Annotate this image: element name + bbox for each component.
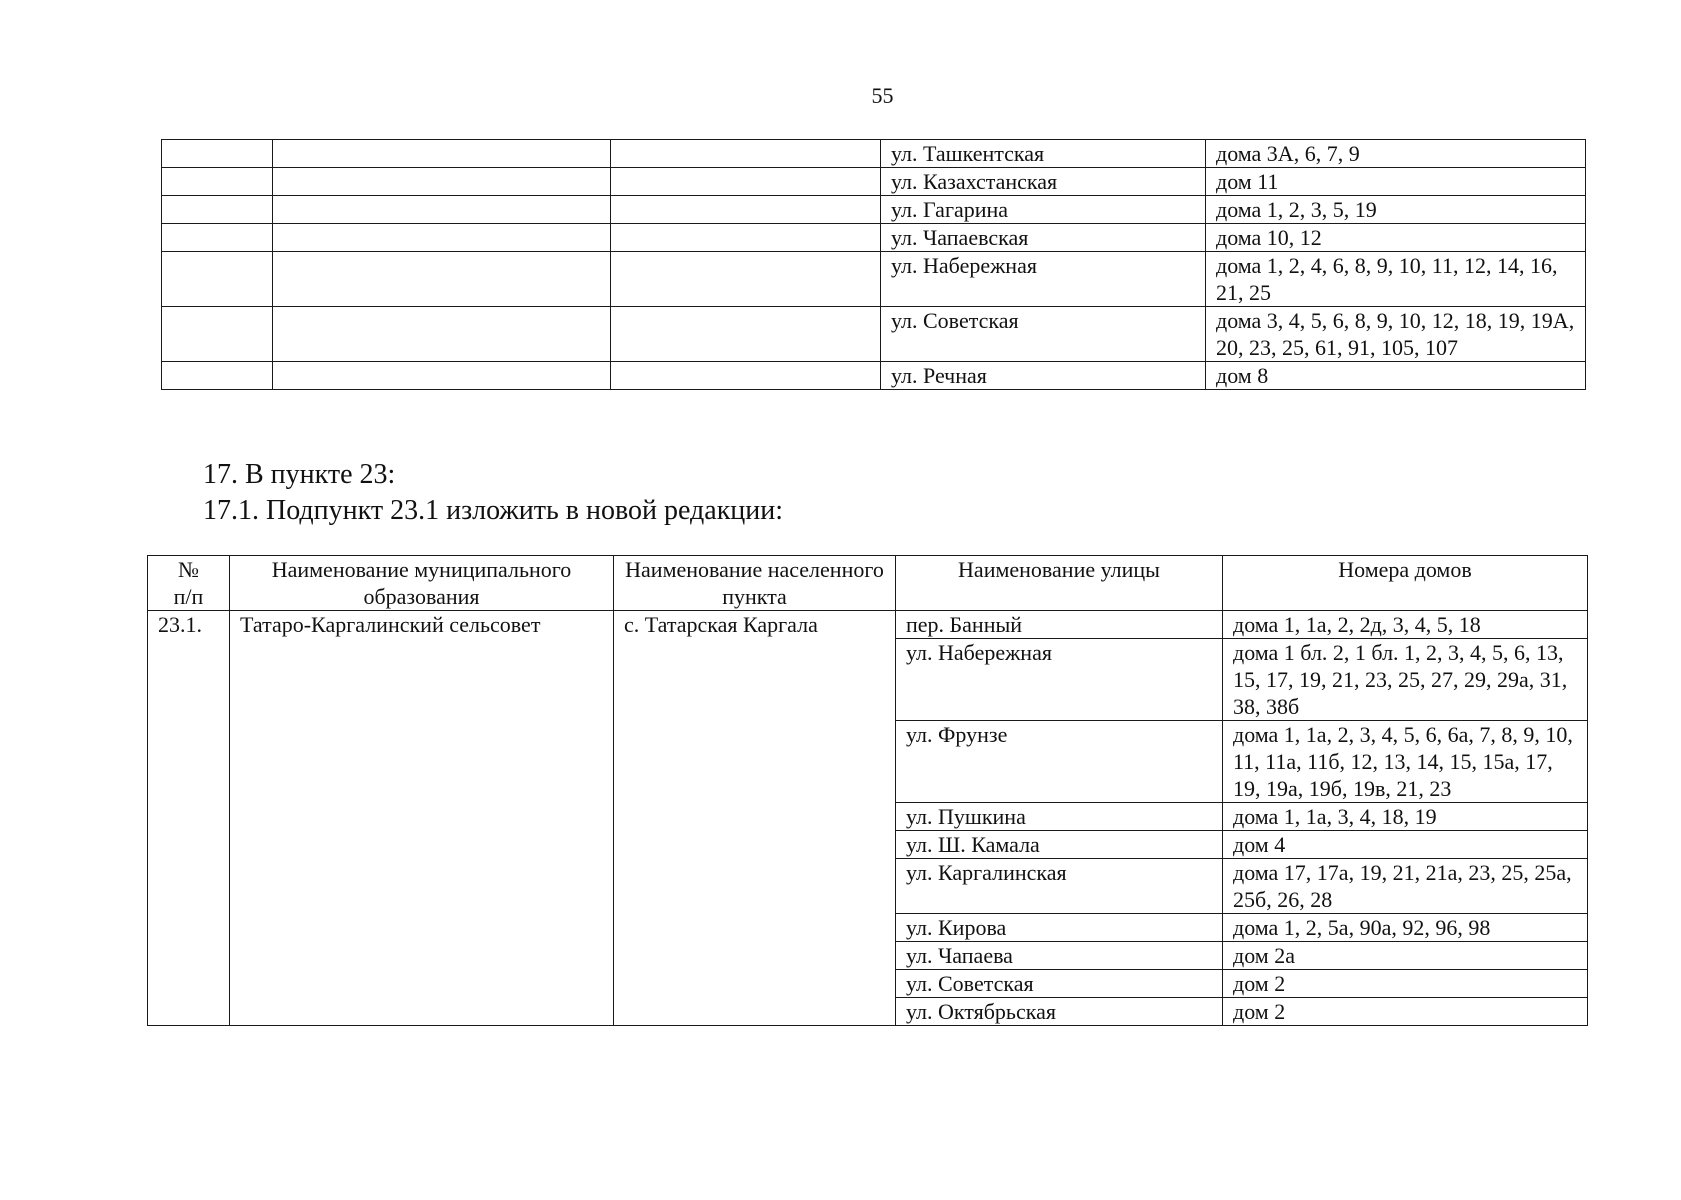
houses-cell: дом 4 bbox=[1223, 831, 1588, 859]
street-cell: ул. Гагарина bbox=[881, 196, 1206, 224]
table-row bbox=[162, 168, 1586, 196]
houses-cell: дома 10, 12 bbox=[1206, 224, 1586, 252]
street-cell: ул. Кирова bbox=[896, 914, 1223, 942]
street-cell: ул. Пушкина bbox=[896, 803, 1223, 831]
houses-cell: дома 1, 2, 4, 6, 8, 9, 10, 11, 12, 14, 16, 21, 25 bbox=[1206, 252, 1586, 307]
street-cell: ул. Советская bbox=[881, 307, 1206, 362]
header-street: Наименование улицы bbox=[896, 556, 1223, 611]
houses-cell: дом 2 bbox=[1223, 998, 1588, 1026]
header-houses: Номера домов bbox=[1223, 556, 1588, 611]
municipality-cell: Татаро-Каргалинский сельсовет bbox=[230, 611, 614, 1026]
street-cell: ул. Чапаевская bbox=[881, 224, 1206, 252]
houses-cell: дома 3, 4, 5, 6, 8, 9, 10, 12, 18, 19, 19А, 20, 23, 25, 61, 91, 105, 107 bbox=[1206, 307, 1586, 362]
header-row bbox=[148, 556, 1588, 611]
row-number: 23.1. bbox=[148, 611, 230, 1026]
header-number: № п/п bbox=[148, 556, 230, 611]
street-cell: ул. Речная bbox=[881, 362, 1206, 390]
houses-cell: дома 1 бл. 2, 1 бл. 1, 2, 3, 4, 5, 6, 13, 15, 17, 19, 21, 23, 25, 27, 29, 29а, 31, 38, 38б bbox=[1223, 639, 1588, 721]
table-row bbox=[162, 307, 1586, 362]
houses-cell: дом 8 bbox=[1206, 362, 1586, 390]
houses-cell: дом 2 bbox=[1223, 970, 1588, 998]
houses-cell: дома 1, 1а, 2, 2д, 3, 4, 5, 18 bbox=[1223, 611, 1588, 639]
houses-cell: дома 1, 2, 3, 5, 19 bbox=[1206, 196, 1586, 224]
houses-cell: дома 3А, 6, 7, 9 bbox=[1206, 140, 1586, 168]
previous-table bbox=[161, 139, 1586, 390]
street-cell: ул. Октябрьская bbox=[896, 998, 1223, 1026]
street-cell: ул. Ташкентская bbox=[881, 140, 1206, 168]
street-cell: ул. Чапаева bbox=[896, 942, 1223, 970]
table-row bbox=[162, 252, 1586, 307]
houses-cell: дома 1, 1а, 3, 4, 18, 19 bbox=[1223, 803, 1588, 831]
table-row bbox=[148, 611, 1588, 639]
street-cell: пер. Банный bbox=[896, 611, 1223, 639]
street-cell: ул. Казахстанская bbox=[881, 168, 1206, 196]
street-cell: ул. Советская bbox=[896, 970, 1223, 998]
header-municipality: Наименование муниципального образования bbox=[230, 556, 614, 611]
new-table bbox=[147, 555, 1588, 1026]
houses-cell: дома 17, 17а, 19, 21, 21а, 23, 25, 25а, 25б, 26, 28 bbox=[1223, 859, 1588, 914]
section-heading: 17. В пункте 23: bbox=[203, 459, 396, 490]
table-row bbox=[162, 224, 1586, 252]
street-cell: ул. Ш. Камала bbox=[896, 831, 1223, 859]
header-settlement: Наименование населенного пункта bbox=[614, 556, 896, 611]
street-cell: ул. Каргалинская bbox=[896, 859, 1223, 914]
street-cell: ул. Фрунзе bbox=[896, 721, 1223, 803]
table-row bbox=[162, 196, 1586, 224]
street-cell: ул. Набережная bbox=[896, 639, 1223, 721]
houses-cell: дом 2а bbox=[1223, 942, 1588, 970]
houses-cell: дом 11 bbox=[1206, 168, 1586, 196]
houses-cell: дома 1, 2, 5а, 90а, 92, 96, 98 bbox=[1223, 914, 1588, 942]
page-number: 55 bbox=[871, 83, 894, 108]
section-subheading: 17.1. Подпункт 23.1 изложить в новой редакции: bbox=[203, 495, 784, 526]
table-row bbox=[162, 140, 1586, 168]
settlement-cell: с. Татарская Каргала bbox=[614, 611, 896, 1026]
street-cell: ул. Набережная bbox=[881, 252, 1206, 307]
houses-cell: дома 1, 1а, 2, 3, 4, 5, 6, 6а, 7, 8, 9, 10, 11, 11а, 11б, 12, 13, 14, 15, 15а, 17, 19, 19а, 19б, 19в, 21, 23 bbox=[1223, 721, 1588, 803]
table-row bbox=[162, 362, 1586, 390]
